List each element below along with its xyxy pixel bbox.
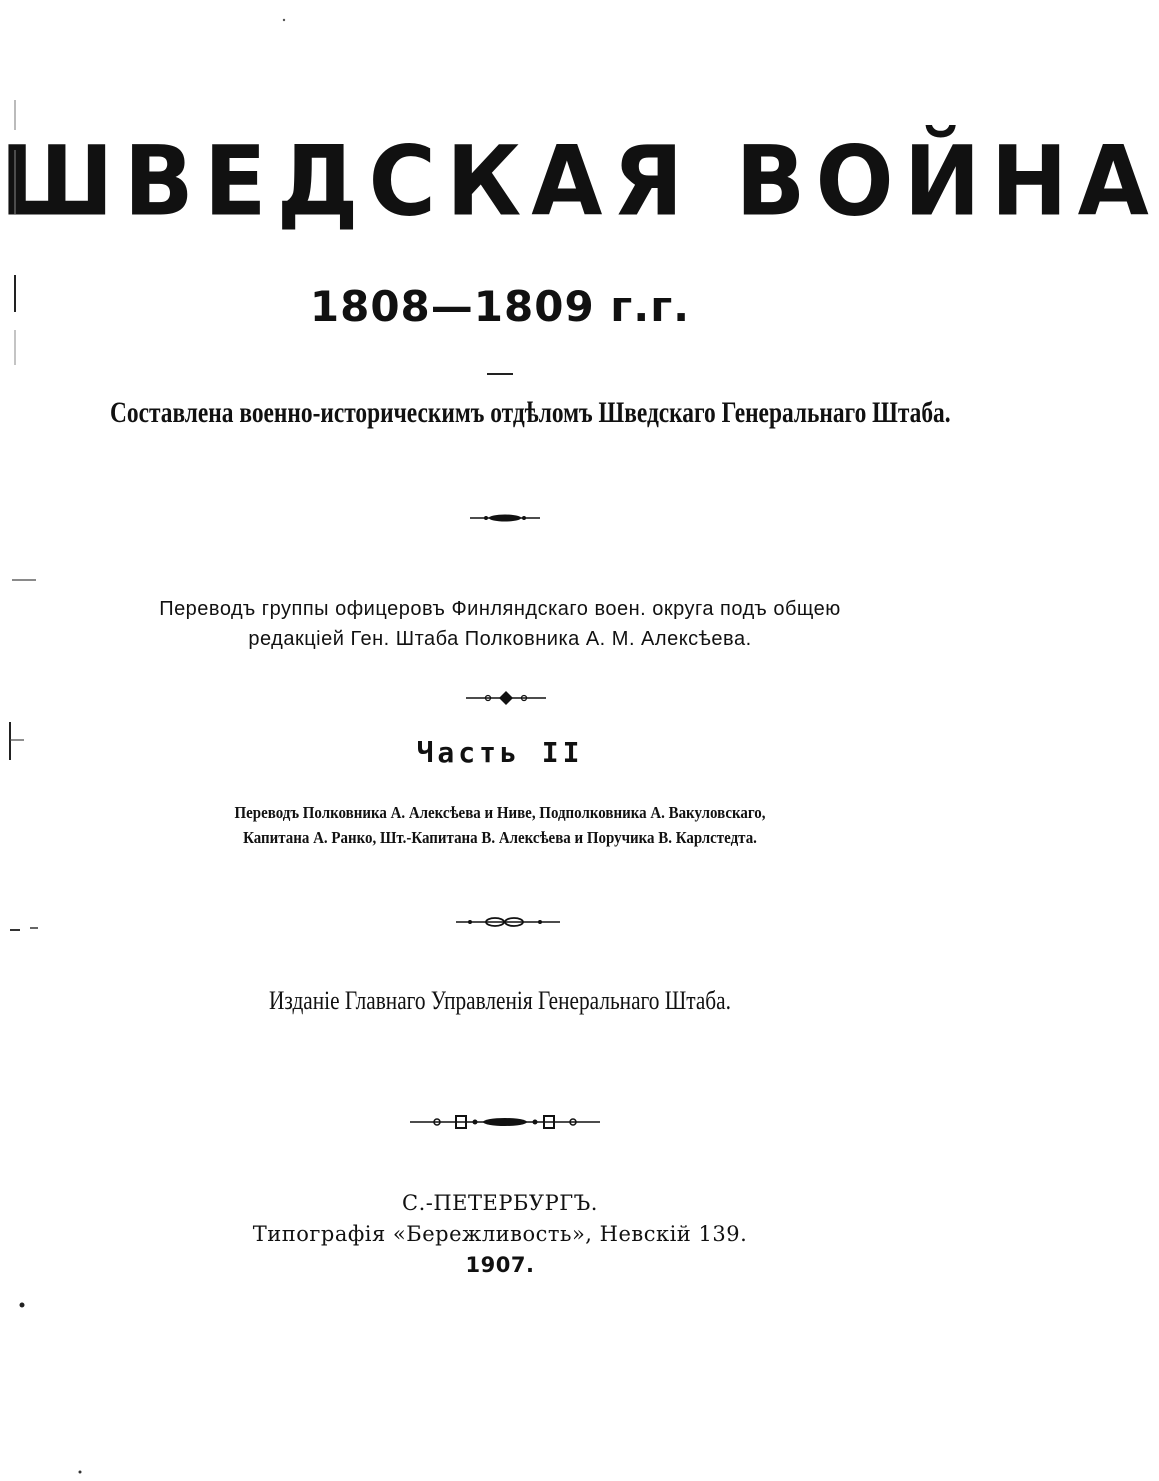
short-rule [0,360,1000,379]
ornament-divider-1 [0,508,1000,528]
imprint-city: С.-ПЕТЕРБУРГЪ. [402,1191,598,1215]
publisher-line: Изданіе Главнаго Управленія Генеральнаго Штаба. [269,986,731,1015]
translators-line-2: Капитана А. Ранко, Шт.-Капитана В. Алексѣева и Поручика В. Карлстедта. [243,828,757,847]
ornament-divider-3 [0,912,1000,932]
imprint [0,1188,1000,1281]
translators-line-1: Переводъ Полковника А. Алексѣева и Ниве, Подполковника А. Вакуловскаго, [234,803,766,822]
part-number: Часть II [416,736,584,769]
translation-line-2: редакціей Ген. Штаба Полковника А. М. Алексѣева. [248,628,752,650]
translation-line-1: Переводъ группы офицеровъ Финляндскаго воен. округа подъ общею [159,598,841,620]
book-years: 1808—1809 г.г. [309,282,691,331]
compiled-by-line: Составлена военно-историческимъ отдѣломъ Шведскаго Генеральнаго Штаба. [110,396,951,429]
imprint-press: Типографія «Бережливость», Невскій 139. [252,1222,748,1246]
ornament-divider-2 [0,688,1000,708]
imprint-year: 1907. [465,1253,535,1277]
ornament-divider-4 [0,1112,1000,1132]
translation-note [0,594,1000,654]
translators-note [60,800,940,850]
book-title: ШВЕДСКАЯ ВОЙНА [0,125,1159,238]
